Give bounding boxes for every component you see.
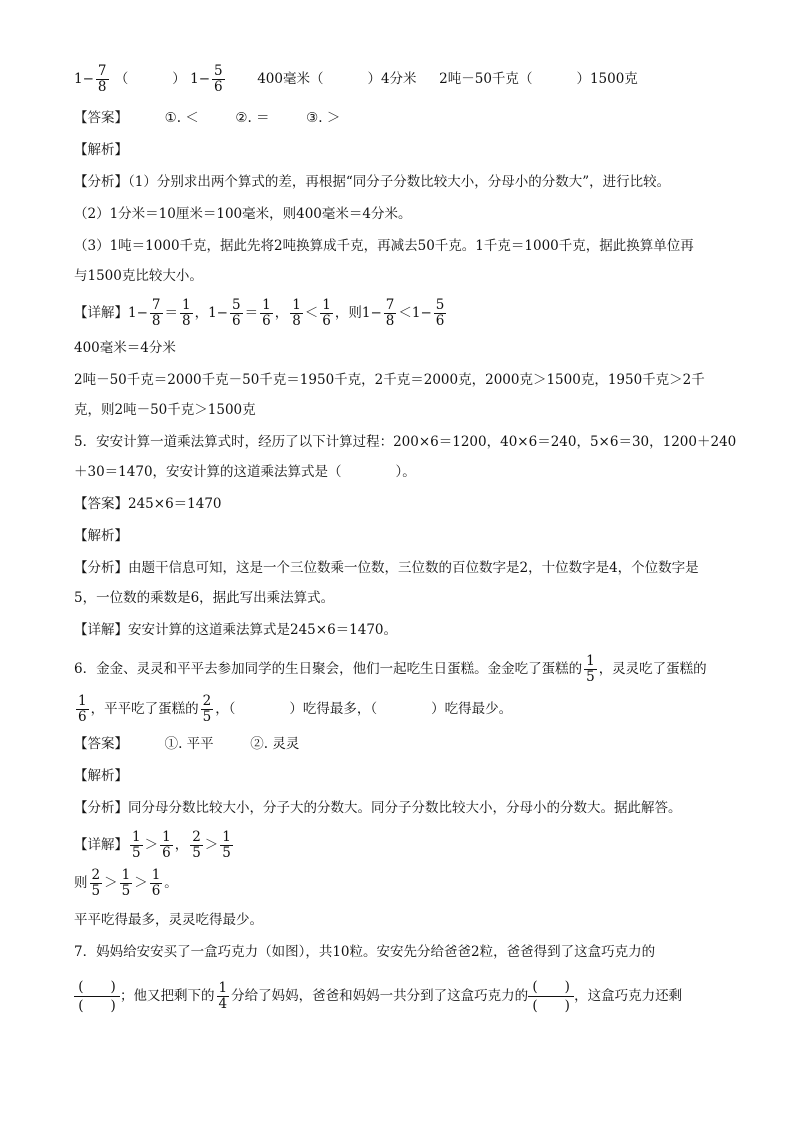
numerator: 5: [232, 297, 241, 313]
q6-fenxi: [74, 798, 682, 818]
text: 2吨－50千克: [439, 71, 519, 87]
q6-detail-1: [74, 830, 235, 861]
q4-fenxi-3a: （3）1吨＝1000千克，据此先将2吨换算成千克，再减去50千克。1千克＝1000千克，据此换算单位再: [74, 238, 694, 254]
denominator: 6: [435, 313, 445, 329]
numerator: 1: [586, 653, 595, 669]
q5-fenxi-a: [74, 558, 699, 578]
fraction-7-8: [384, 298, 397, 329]
q4-jiexi: 【解析】: [74, 142, 128, 158]
numerator: 1: [151, 867, 161, 883]
q5-jiexi: 【解析】: [74, 528, 128, 544]
text: 4分米: [380, 71, 417, 87]
numerator: 1: [292, 297, 301, 313]
text: ，: [194, 305, 209, 321]
q5-fenxi-b: 5，一位数的乘数是6，据此写出乘法算式。: [74, 590, 335, 606]
text: ，灵灵吃了蛋糕的: [598, 661, 707, 677]
text: ＜1−: [398, 305, 432, 321]
text: 同分母分数比较大小，分子大的分数大。同分子分数比较大小，分母小的分数大。据此解答。: [128, 800, 682, 816]
q4-compare-line: [74, 64, 638, 95]
q6-answer: [74, 734, 299, 754]
denominator: 5: [202, 709, 212, 725]
fraction-1-4: [217, 981, 230, 1012]
fraction-7-8: [150, 298, 163, 329]
text: ＝: [244, 305, 259, 321]
answer-item: ①. 平平: [164, 736, 214, 752]
q6-detail-2: [74, 868, 178, 899]
numerator: 5: [435, 297, 445, 313]
text: ，（ ）吃得最多，（ ）吃得最少。: [215, 701, 513, 717]
text: ，这盒巧克力还剩: [574, 988, 683, 1004]
answer-item: ①. ＜: [164, 110, 199, 126]
q4-detail-3b: 克，则2吨－50千克＞1500克: [74, 402, 256, 418]
fraction-1-6: [160, 830, 173, 861]
answer-item: ②. 灵灵: [250, 736, 300, 752]
denominator: 8: [292, 313, 301, 329]
blank-close: ）: [367, 71, 381, 87]
fraction-2-5: [190, 830, 203, 861]
q4-detail-3a: 2吨－50千克＝2000千克－50千克＝1950千克，2千克＝2000克，2000克＞1500克，1950千克＞2千: [74, 372, 705, 388]
q5-line2: ＋30＝1470，安安计算的这道乘法算式是（ ）。: [74, 464, 416, 480]
numerator: 1: [182, 297, 191, 313]
denominator: 6: [262, 313, 271, 329]
fraction-1-5: [220, 830, 233, 861]
denominator: 5: [192, 845, 201, 861]
fenxi-tag: 【分析】: [74, 800, 128, 816]
denominator: 5: [132, 845, 141, 861]
fraction-2-5: [201, 694, 214, 725]
denominator: 5: [121, 883, 131, 899]
numerator: 1: [78, 693, 87, 709]
blank-numerator: ( ): [74, 978, 120, 997]
denominator: 6: [151, 883, 161, 899]
fraction-1-6: [320, 298, 333, 329]
denominator: 4: [218, 996, 228, 1012]
answer-item: 245×6＝1470: [128, 496, 222, 512]
blank-numerator: ( ): [528, 978, 574, 997]
text: ，: [274, 305, 289, 321]
denominator: 5: [91, 883, 101, 899]
numerator: 1: [132, 829, 141, 845]
text: ＜: [304, 305, 319, 321]
denominator: 6: [78, 709, 87, 725]
fraction-5-6: [230, 298, 243, 329]
blank-denominator: ( ): [78, 998, 116, 1014]
fraction-5-6: [434, 298, 447, 329]
answer-item: ②. ＝: [235, 110, 270, 126]
numerator: 2: [91, 867, 101, 883]
q5-detail: [74, 620, 397, 640]
answer-item: ③. ＞: [306, 110, 341, 126]
text: 400毫米: [257, 71, 310, 87]
text: 。: [164, 875, 178, 891]
blank-open: （: [309, 71, 324, 87]
xiangjie-tag: 【详解】: [74, 305, 128, 321]
q6-jiexi: 【解析】: [74, 768, 128, 784]
text: ；他又把剩下的: [120, 988, 215, 1004]
q4-answer: [74, 108, 340, 128]
denominator: 6: [162, 845, 171, 861]
denominator: 6: [322, 313, 331, 329]
blank-denominator: ( ): [532, 998, 570, 1014]
fraction-7-8: [96, 64, 109, 95]
q4-fenxi-3b: 与1500克比较大小。: [74, 268, 203, 284]
denominator: 5: [222, 845, 231, 861]
fraction-1-6: [260, 298, 273, 329]
denominator: 6: [232, 313, 241, 329]
fenxi-tag: 【分析】: [74, 174, 128, 190]
text: ＞: [134, 875, 148, 891]
numerator: 1: [222, 829, 231, 845]
fraction-1-6: [76, 694, 89, 725]
q4-fenxi-2: （2）1分米＝10厘米＝100毫米，则400毫米＝4分米。: [74, 206, 412, 222]
q5-answer: [74, 494, 222, 514]
fraction-1-6: [150, 868, 163, 899]
fraction-1-8: [290, 298, 303, 329]
blank-close: ）: [576, 71, 590, 87]
text: ，平平吃了蛋糕的: [90, 701, 199, 717]
q4-detail-1: [74, 298, 448, 329]
answer-tag: 【答案】: [74, 110, 128, 126]
denominator: 8: [151, 313, 161, 329]
fraction-2-5: [90, 868, 103, 899]
denominator: 8: [385, 313, 395, 329]
denominator: 8: [182, 313, 191, 329]
text: 1−: [208, 305, 228, 321]
text: 安安计算的这道乘法算式是245×6＝1470。: [128, 622, 398, 638]
text: 由题干信息可知，这是一个三位数乘一位数，三位数的百位数字是2，十位数字是4，个位数字是: [128, 560, 699, 576]
numerator: 7: [385, 297, 395, 313]
q5-line1: 5．安安计算一道乘法算式时，经历了以下计算过程：200×6＝1200，40×6＝240，5×6＝30，1200＋240: [74, 434, 737, 450]
numerator: 2: [202, 693, 212, 709]
text: 1: [190, 71, 199, 87]
blank-fraction[interactable]: [74, 978, 120, 1015]
denominator: 8: [97, 79, 107, 95]
q7-line2: [74, 978, 682, 1015]
text: 1500克: [589, 71, 638, 87]
q7-line1: 7．妈妈给安安买了一盒巧克力（如图），共10粒。安安先分给爸爸2粒，爸爸得到了这盒巧克力的: [74, 944, 656, 960]
blank-close: ）: [172, 71, 186, 87]
q6-line2: [74, 694, 512, 725]
q4-fenxi-1: [74, 172, 670, 192]
text: （1）分别求出两个算式的差，再根据“同分子分数比较大小，分母小的分数大”，进行比较。: [128, 174, 671, 190]
answer-tag: 【答案】: [74, 496, 128, 512]
q4-detail-2: 400毫米＝4分米: [74, 340, 176, 356]
blank-open: （: [114, 71, 129, 87]
answer-tag: 【答案】: [74, 736, 128, 752]
fenxi-tag: 【分析】: [74, 560, 128, 576]
fraction-1-8: [180, 298, 193, 329]
denominator: 5: [586, 669, 595, 685]
text: ＞: [204, 837, 219, 853]
text: 6．金金、灵灵和平平去参加同学的生日聚会，他们一起吃生日蛋糕。金金吃了蛋糕的: [74, 661, 583, 677]
fraction-5-6: [212, 64, 225, 95]
text: ＞: [104, 875, 118, 891]
numerator: 1: [322, 297, 331, 313]
fraction-1-5: [120, 868, 133, 899]
text: 分给了妈妈，爸爸和妈妈一共分到了这盒巧克力的: [231, 988, 529, 1004]
numerator: 2: [192, 829, 201, 845]
denominator: 6: [214, 79, 223, 95]
text: ＞: [144, 837, 159, 853]
text: −: [82, 71, 94, 87]
text: ，则1−: [334, 305, 382, 321]
text: −: [198, 71, 210, 87]
text: 1−: [128, 305, 148, 321]
numerator: 7: [97, 63, 107, 79]
text: 1: [74, 71, 83, 87]
fraction-1-5: [130, 830, 143, 861]
numerator: 5: [214, 63, 223, 79]
text: ＝: [164, 305, 178, 321]
q6-line1: [74, 654, 707, 685]
numerator: 1: [218, 980, 228, 996]
text: 则: [74, 875, 88, 891]
fraction-1-5: [584, 654, 597, 685]
numerator: 7: [151, 297, 161, 313]
text: ，: [174, 837, 189, 853]
numerator: 1: [262, 297, 271, 313]
numerator: 1: [121, 867, 131, 883]
xiangjie-tag: 【详解】: [74, 622, 128, 638]
xiangjie-tag: 【详解】: [74, 837, 128, 853]
numerator: 1: [162, 829, 171, 845]
q6-conclusion: 平平吃得最多，灵灵吃得最少。: [74, 912, 263, 928]
blank-open: （: [518, 71, 533, 87]
blank-fraction[interactable]: [528, 978, 574, 1015]
